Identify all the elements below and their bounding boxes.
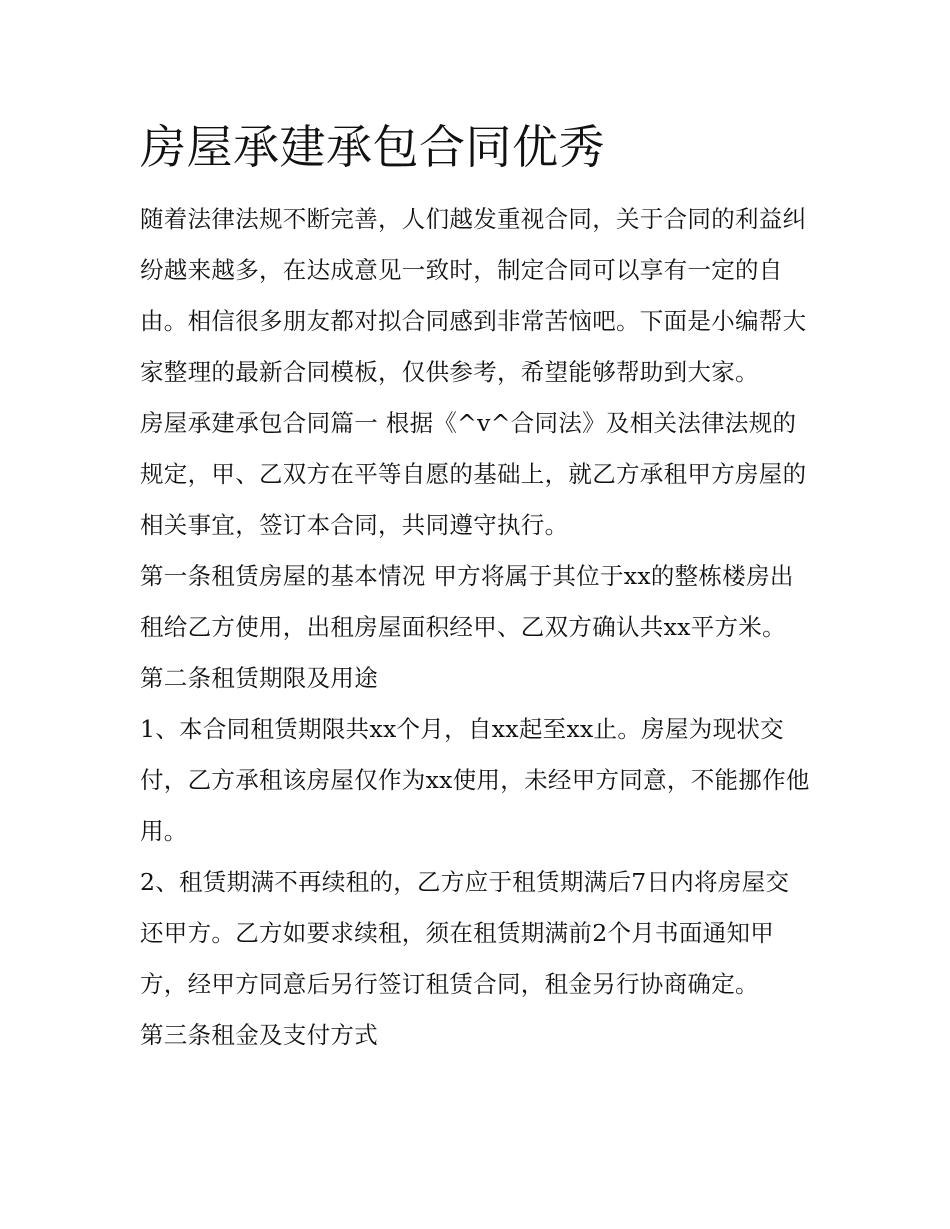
document-title: 房屋承建承包合同优秀 bbox=[140, 120, 605, 174]
article-one-paragraph: 第一条租赁房屋的基本情况 甲方将属于其位于xx的整栋楼房出租给乙方使用，出租房屋面积经甲、乙双方确认共xx平方米。 第二条租赁期限及用途 bbox=[140, 562, 794, 692]
article-three-heading: 第三条租金及支付方式 bbox=[140, 1021, 378, 1049]
clause-two-paragraph: 2、租赁期满不再续租的，乙方应于租赁期满后7日内将房屋交还甲方。乙方如要求续租，须在租赁期满前2个月书面通知甲方，经甲方同意后另行签订租赁合同，租金另行协商确定。 bbox=[140, 868, 790, 998]
contract-preamble-paragraph: 房屋承建承包合同篇一 根据《^v^合同法》及相关法律法规的规定，甲、乙双方在平等自愿的基础上，就乙方承租甲方房屋的相关事宜，签订本合同，共同遵守执行。 bbox=[140, 409, 807, 539]
document-page bbox=[140, 112, 812, 1061]
clause-one-paragraph: 1、本合同租赁期限共xx个月，自xx起至xx止。房屋为现状交付，乙方承租该房屋仅作为xx使用，未经甲方同意，不能挪作他用。 bbox=[140, 715, 810, 845]
intro-paragraph: 随着法律法规不断完善，人们越发重视合同，关于合同的利益纠纷越来越多，在达成意见一致时，制定合同可以享有一定的自由。相信很多朋友都对拟合同感到非常苦恼吧。下面是小编帮大家整理的最新合同模板，仅供参考，希望能够帮助到大家。 bbox=[140, 205, 807, 386]
